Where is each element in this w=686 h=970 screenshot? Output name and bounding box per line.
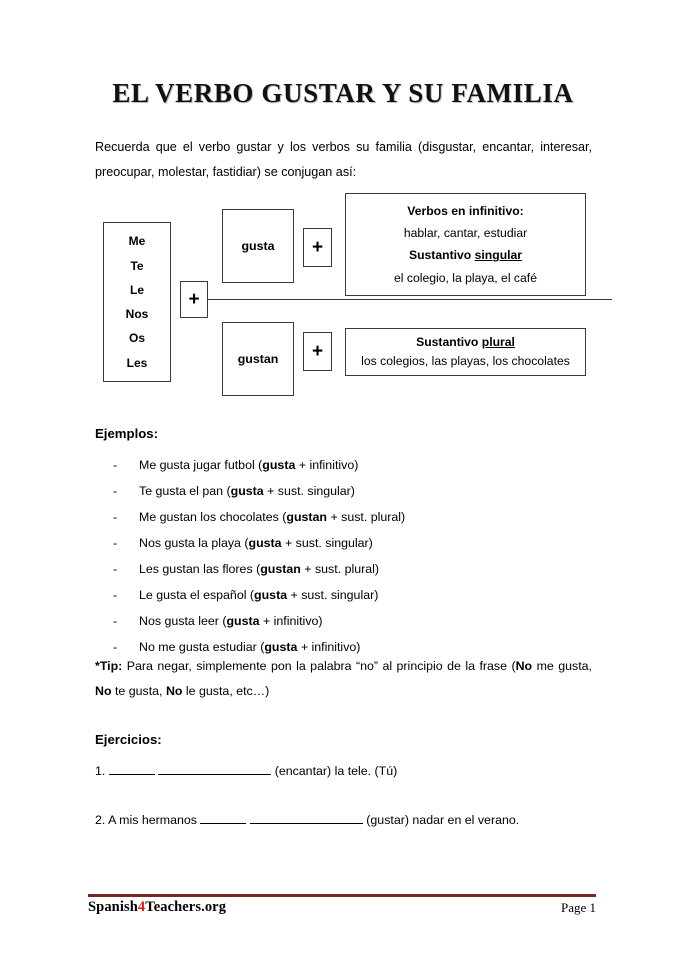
example-text-pre: Le gusta el español ( <box>139 588 255 602</box>
pronoun-me: Me <box>128 234 146 249</box>
page-title: EL VERBO GUSTAR Y SU FAMILIA <box>112 78 574 108</box>
example-verb-form: gusta <box>262 458 296 472</box>
example-text-post: + sust. plural) <box>300 562 380 576</box>
example-bullet: - <box>113 458 118 472</box>
plural-noun-heading-underline: plural <box>481 335 515 350</box>
example-text-pre: No me gusta estudiar ( <box>139 640 265 654</box>
pronoun-box <box>103 222 171 382</box>
exercise-1-after: (encantar) la tele. (Tú) <box>271 764 398 778</box>
example-text-post: + infinitivo) <box>295 458 359 472</box>
singular-noun-heading-underline: singular <box>474 248 523 263</box>
exercise-item-1 <box>95 762 397 781</box>
footer-brand-four: 4 <box>137 899 146 915</box>
intro-paragraph: Recuerda que el verbo gustar y los verbos su familia (disgustar, encantar, interesar, preocupar, molestar, fastidiar) se conjugan así: <box>95 140 592 180</box>
plural-noun-heading <box>416 334 515 350</box>
plus-icon-singular: + <box>303 228 332 267</box>
example-text <box>139 504 405 530</box>
example-verb-form: gusta <box>264 640 298 654</box>
example-verb-form: gustan <box>260 562 301 576</box>
pronoun-les: Les <box>126 355 148 370</box>
pronoun-le: Le <box>129 282 144 297</box>
exercise-2-after: (gustar) nadar en el verano. <box>362 813 520 827</box>
example-text <box>139 478 355 504</box>
example-item <box>95 504 595 530</box>
example-text <box>139 582 378 608</box>
tip-paragraph <box>95 654 592 705</box>
example-item <box>95 452 595 478</box>
example-text-pre: Me gusta jugar futbol ( <box>139 458 263 472</box>
example-text <box>139 530 373 556</box>
examples-list <box>95 452 595 660</box>
exercise-item-2 <box>95 811 519 830</box>
example-text <box>139 556 379 582</box>
example-text-pre: Te gusta el pan ( <box>139 484 231 498</box>
exercise-1-blank-pronoun[interactable] <box>109 762 155 775</box>
tip-part3: te gusta, <box>111 684 166 699</box>
verb-box-gustan: gustan <box>222 322 294 396</box>
diagram-connector-line <box>207 299 612 300</box>
example-bullet: - <box>113 536 118 550</box>
example-text-post: + sust. singular) <box>281 536 373 550</box>
tip-part1: Para negar, simplemente pon la palabra “no” al principio de la frase ( <box>122 659 516 673</box>
tip-no-2: No <box>95 684 112 699</box>
singular-noun-heading <box>409 247 522 263</box>
example-verb-form: gusta <box>226 614 260 628</box>
example-text-post: + infinitivo) <box>297 640 361 654</box>
example-item <box>95 530 595 556</box>
example-bullet: - <box>113 562 118 576</box>
example-bullet: - <box>113 484 118 498</box>
example-text-post: + sust. plural) <box>327 510 406 524</box>
pronoun-os: Os <box>128 331 145 346</box>
exercise-2-blank-pronoun[interactable] <box>200 811 246 824</box>
tip-part4: le gusta, etc…) <box>182 684 270 699</box>
example-bullet: - <box>113 588 118 602</box>
footer-brand-before: Spanish <box>88 899 138 915</box>
plus-icon-plural: + <box>303 332 332 371</box>
tip-no-3: No <box>165 684 183 699</box>
example-bullet: - <box>113 510 118 524</box>
footer-brand-after: Teachers.org <box>145 899 227 915</box>
pronoun-te: Te <box>130 258 144 273</box>
example-text-post: + sust. singular) <box>287 588 379 602</box>
example-bullet: - <box>113 614 118 628</box>
tip-no-1: No <box>515 659 533 673</box>
example-verb-form: gusta <box>248 536 282 550</box>
exercise-1-number: 1. <box>95 764 106 778</box>
plus-icon-main: + <box>180 281 208 318</box>
footer-divider <box>88 894 596 897</box>
example-item <box>95 556 595 582</box>
example-text-pre: Me gustan los chocolates ( <box>139 510 287 524</box>
singular-complement-box <box>345 193 586 296</box>
example-verb-form: gusta <box>230 484 264 498</box>
example-item <box>95 608 595 634</box>
infinitive-heading: Verbos en infinitivo: <box>407 203 524 218</box>
example-item <box>95 478 595 504</box>
verb-box-gusta: gusta <box>222 209 294 283</box>
example-text-pre: Les gustan las flores ( <box>139 562 261 576</box>
example-text-pre: Nos gusta leer ( <box>139 614 227 628</box>
example-text <box>139 452 358 478</box>
plural-complement-box <box>345 328 586 376</box>
example-text-post: + sust. singular) <box>263 484 355 498</box>
exercise-2-before: A mis hermanos <box>105 813 201 827</box>
exercises-heading: Ejercicios: <box>95 732 162 747</box>
infinitive-examples: hablar, cantar, estudiar <box>403 226 528 241</box>
footer-page-number: Page 1 <box>560 900 596 915</box>
example-text-post: + infinitivo) <box>259 614 323 628</box>
example-item <box>95 582 595 608</box>
singular-noun-heading-prefix: Sustantivo <box>408 248 475 263</box>
tip-part2: me gusta, <box>532 659 592 673</box>
pronoun-nos: Nos <box>125 307 149 322</box>
example-text-pre: Nos gusta la playa ( <box>139 536 249 550</box>
tip-label: *Tip: <box>95 659 123 673</box>
exercise-2-number: 2. <box>95 813 106 827</box>
examples-heading: Ejemplos: <box>95 426 159 441</box>
exercise-2-blank-verb[interactable] <box>250 811 363 824</box>
example-bullet: - <box>113 640 118 654</box>
plural-noun-heading-prefix: Sustantivo <box>416 335 482 350</box>
example-verb-form: gustan <box>286 510 328 524</box>
example-verb-form: gusta <box>254 588 288 602</box>
exercise-1-blank-verb[interactable] <box>158 762 271 775</box>
plural-noun-examples: los colegios, las playas, los chocolates <box>361 354 570 369</box>
singular-noun-examples: el colegio, la playa, el café <box>394 270 537 285</box>
example-text <box>139 608 323 634</box>
